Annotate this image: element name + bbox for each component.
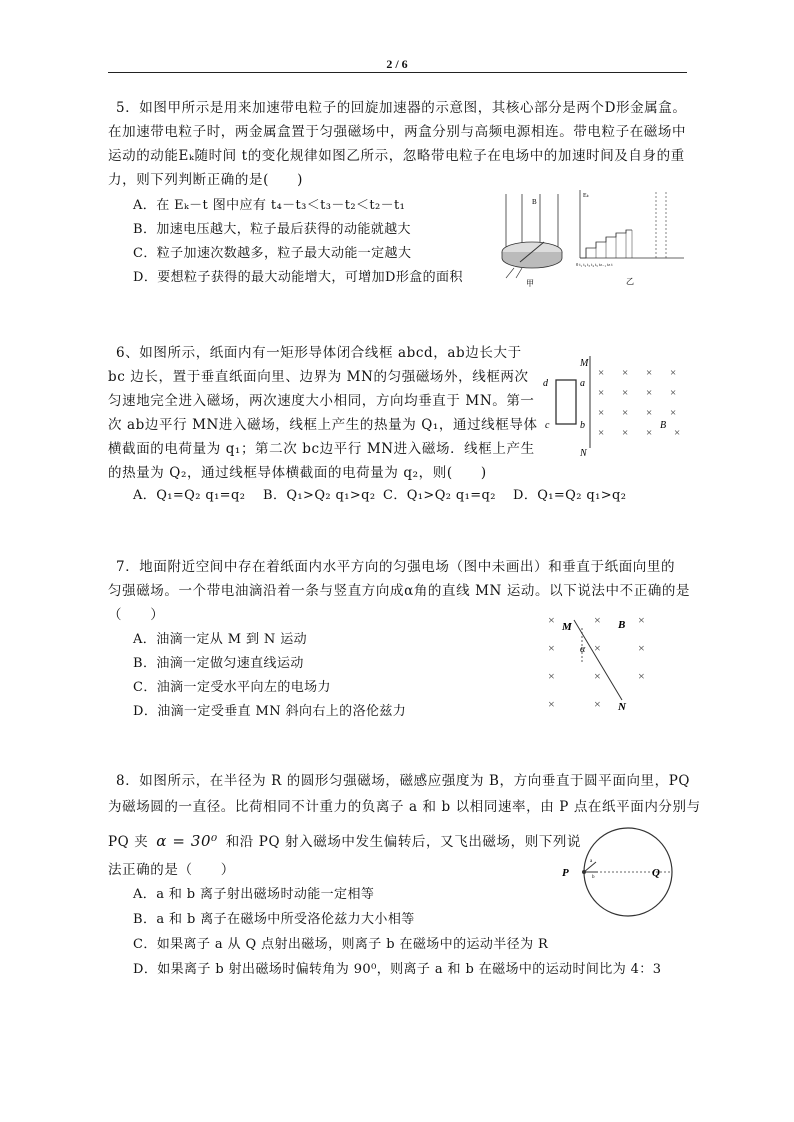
svg-text:×: × <box>674 427 681 439</box>
cyclotron-figure <box>492 190 572 290</box>
q6-line-2: bc 边长，置于垂直纸面向里、边界为 MN的匀强磁场外，线框两次 <box>108 369 529 385</box>
label-n: N <box>618 701 626 713</box>
label-alpha: α <box>580 644 586 655</box>
svg-text:×: × <box>548 669 555 683</box>
svg-text:×: × <box>594 669 601 683</box>
label-n: N <box>580 448 587 459</box>
q8-option-c: C．如果离子 a 从 Q 点射出磁场，则离子 b 在磁场中的运动半径为 R <box>133 937 549 952</box>
svg-text:×: × <box>548 641 555 655</box>
q5-option-c: C．粒子加速次数越多，粒子最大动能一定越大 <box>133 246 412 261</box>
label-b: b <box>592 875 595 880</box>
label-m: M <box>580 358 589 369</box>
label-b: b <box>580 420 585 431</box>
q5-line-4: 力，则下列判断正确的是( ) <box>108 172 304 188</box>
q8-line-3: PQ 夹 α = 30⁰ 和沿 PQ 射入磁场中发生偏转后，又飞出磁场，则下列说 <box>108 832 582 850</box>
q5-option-d: D．要想粒子获得的最大动能增大，可增加D形盒的面积 <box>133 270 463 285</box>
q5-option-b: B．加速电压越大，粒子最后获得的动能就越大 <box>133 222 411 237</box>
q5-line-2: 在加速带电粒子时，两金属盒置于匀强磁场中，两盒分别与高频电源相连。带电粒子在磁场中 <box>108 124 687 140</box>
fig-jia-label: 甲 <box>526 279 534 288</box>
fig-b-label: B <box>532 198 537 206</box>
q8-line-1: 8．如图所示，在半径为 R 的圆形匀强磁场，磁感应强度为 B，方向垂直于圆平面向里，PQ <box>116 773 691 789</box>
svg-text:×: × <box>622 367 629 379</box>
q7-option-c: C．油滴一定受水平向左的电场力 <box>133 680 331 695</box>
ek-t-graph <box>572 186 690 290</box>
svg-text:×: × <box>548 697 555 711</box>
label-d: d <box>543 378 548 389</box>
svg-text:×: × <box>670 407 677 419</box>
q6-line-3: 匀速地完全进入磁场，两次速度大小相同，方向均垂直于 MN。第一 <box>108 393 535 409</box>
header-rule <box>108 72 687 73</box>
label-p: P <box>562 867 569 879</box>
svg-text:×: × <box>646 367 653 379</box>
alpha-equation: α = 30⁰ <box>156 832 218 850</box>
label-a: a <box>590 859 593 864</box>
svg-text:×: × <box>598 387 605 399</box>
svg-text:×: × <box>548 613 555 627</box>
q8-option-d: D．如果离子 b 射出磁场时偏转角为 90⁰，则离子 a 和 b 在磁场中的运动时间比为 4：3 <box>133 962 662 977</box>
svg-text:×: × <box>622 387 629 399</box>
svg-text:×: × <box>598 407 605 419</box>
label-field-b: B <box>660 420 667 431</box>
svg-text:×: × <box>598 427 605 439</box>
q5-line-3: 运动的动能Eₖ随时间 t的变化规律如图乙所示，忽略带电粒子在电场中的加速时间及自身的重 <box>108 148 685 164</box>
page-number: 2 / 6 <box>386 57 408 71</box>
svg-text:×: × <box>622 427 629 439</box>
q6-option-d: D．Q₁=Q₂ q₁>q₂ <box>513 488 627 503</box>
q8-line-4: 法正确的是（ ） <box>108 862 235 878</box>
q7-line-1: 7．地面附近空间中存在着纸面内水平方向的匀强电场（图中未画出）和垂直于纸面向里的 <box>116 559 676 575</box>
q7-line-2: 匀强磁场。一个带电油滴沿着一条与竖直方向成α角的直线 MN 运动。以下说法中不正确的是 <box>108 583 691 599</box>
svg-text:×: × <box>638 669 645 683</box>
q6-line-4: 次 ab边平行 MN进入磁场，线框上产生的热量为 Q₁，通过线框导体 <box>108 417 538 433</box>
q6-option-a: A．Q₁=Q₂ q₁=q₂ <box>133 488 246 503</box>
svg-text:×: × <box>670 387 677 399</box>
ek-axis-label: Eₖ <box>583 193 590 199</box>
q8-line-2: 为磁场圆的一直径。比荷相同不计重力的负离子 a 和 b 以相同速率，由 P 点在纸平面内分别与 <box>108 799 701 815</box>
svg-text:×: × <box>598 367 605 379</box>
q7-option-a: A．油滴一定从 M 到 N 运动 <box>133 632 308 647</box>
svg-text:×: × <box>646 427 653 439</box>
label-a: a <box>580 378 585 389</box>
q6-line-1: 6、如图所示，纸面内有一矩形导体闭合线框 abcd，ab边长大于 <box>116 345 522 361</box>
q6-line-6: 的热量为 Q₂，通过线框导体横截面的电荷量为 q₂，则( ) <box>108 465 487 481</box>
q7-option-b: B．油滴一定做匀速直线运动 <box>133 656 304 671</box>
q6-line-5: 横截面的电荷量为 q₁；第二次 bc边平行 MN进入磁场．线框上产生 <box>108 441 535 457</box>
q6-option-b: B．Q₁>Q₂ q₁>q₂ <box>263 488 376 503</box>
label-c: c <box>545 420 550 431</box>
t-axis-labels: 0 t₁ t₂ t₃ t₄ t₅ tₙ₋₁ tₙ t <box>576 262 613 267</box>
label-field-b: B <box>618 619 626 631</box>
q6-option-c: C．Q₁>Q₂ q₁=q₂ <box>383 488 496 503</box>
q5-line-1: 5．如图甲所示是用来加速带电粒子的回旋加速器的示意图，其核心部分是两个D形金属盒。 <box>116 100 687 116</box>
svg-text:×: × <box>594 641 601 655</box>
svg-text:×: × <box>670 367 677 379</box>
svg-text:×: × <box>646 387 653 399</box>
svg-text:×: × <box>638 641 645 655</box>
fig-yi-label: 乙 <box>626 277 634 286</box>
svg-text:×: × <box>646 407 653 419</box>
q8-option-a: A．a 和 b 离子射出磁场时动能一定相等 <box>133 887 375 902</box>
svg-text:×: × <box>622 407 629 419</box>
q5-option-a: A．在 Eₖ－t 图中应有 t₄－t₃＜t₃－t₂＜t₂－t₁ <box>133 198 406 213</box>
label-q: Q <box>652 867 660 879</box>
q7-option-d: D．油滴一定受垂直 MN 斜向右上的洛伦兹力 <box>133 704 407 719</box>
svg-text:×: × <box>638 613 645 627</box>
q7-figure <box>544 606 664 716</box>
svg-text:×: × <box>594 697 601 711</box>
q7-line-3: （ ） <box>108 607 165 623</box>
q8-figure <box>552 826 688 920</box>
q8-option-b: B．a 和 b 离子在磁场中所受洛伦兹力大小相等 <box>133 912 415 927</box>
label-m: M <box>562 621 572 633</box>
svg-text:×: × <box>594 613 601 627</box>
q6-figure <box>538 352 694 460</box>
